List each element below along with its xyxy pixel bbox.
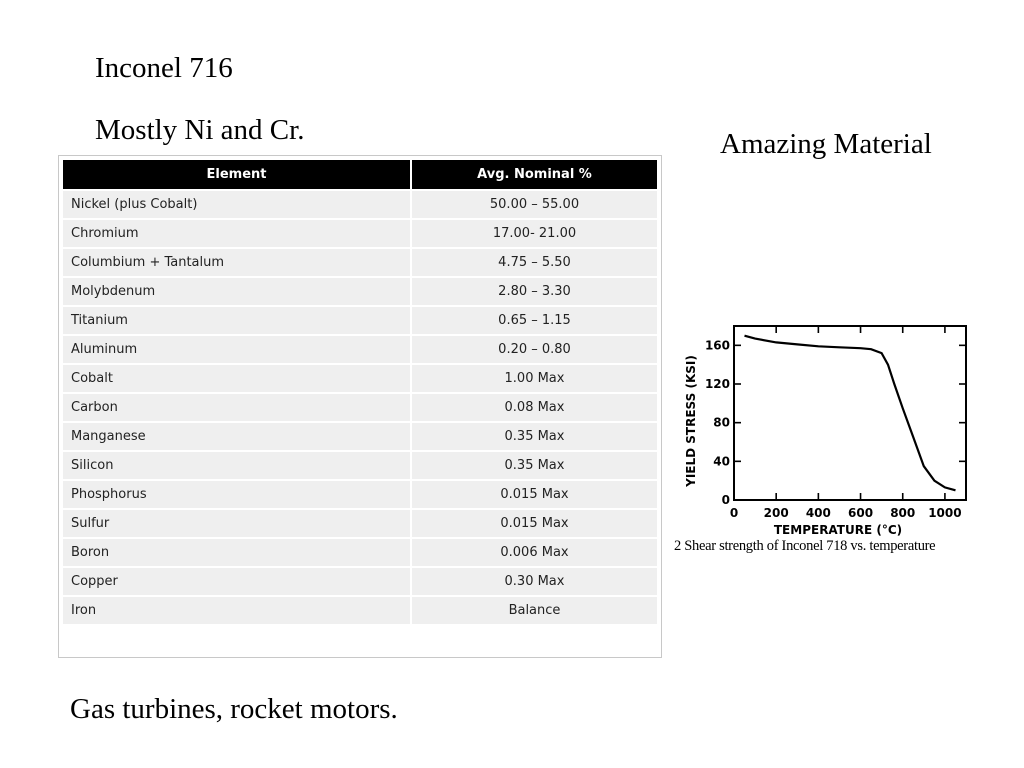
- header-element: Element: [63, 160, 410, 189]
- nominal-percent-cell: Balance: [412, 597, 657, 624]
- table-row: [63, 365, 657, 392]
- nominal-percent-cell: 50.00 – 55.00: [412, 191, 657, 218]
- x-axis-label: TEMPERATURE (°C): [773, 523, 903, 536]
- table-row: [63, 452, 657, 479]
- element-name-cell: Molybdenum: [63, 278, 410, 305]
- table-row: [63, 191, 657, 218]
- element-name-cell: Columbium + Tantalum: [63, 249, 410, 276]
- element-name-cell: Boron: [63, 539, 410, 566]
- series-line: [745, 336, 956, 491]
- table-row: [63, 278, 657, 305]
- y-tick-label: 80: [713, 415, 730, 430]
- y-tick-label: 160: [704, 338, 730, 353]
- nominal-percent-cell: 0.35 Max: [412, 452, 657, 479]
- slide-note: Amazing Material: [720, 128, 932, 160]
- element-name-cell: Phosphorus: [63, 481, 410, 508]
- plot-border: [734, 326, 966, 500]
- slide-title: Inconel 716: [95, 52, 233, 84]
- table-row: [63, 423, 657, 450]
- element-name-cell: Titanium: [63, 307, 410, 334]
- table-row: [63, 336, 657, 363]
- y-tick-label: 40: [713, 454, 730, 469]
- element-name-cell: Copper: [63, 568, 410, 595]
- nominal-percent-cell: 0.35 Max: [412, 423, 657, 450]
- chart-caption: 2 Shear strength of Inconel 718 vs. temperature: [674, 538, 936, 554]
- nominal-percent-cell: 0.015 Max: [412, 510, 657, 537]
- table-row: [63, 481, 657, 508]
- nominal-percent-cell: 0.20 – 0.80: [412, 336, 657, 363]
- element-name-cell: Cobalt: [63, 365, 410, 392]
- nominal-percent-cell: 17.00- 21.00: [412, 220, 657, 247]
- table-row: [63, 568, 657, 595]
- nominal-percent-cell: 0.015 Max: [412, 481, 657, 508]
- nominal-percent-cell: 2.80 – 3.30: [412, 278, 657, 305]
- table-row: [63, 249, 657, 276]
- table-row: [63, 539, 657, 566]
- element-name-cell: Carbon: [63, 394, 410, 421]
- element-name-cell: Iron: [63, 597, 410, 624]
- x-tick-label: 400: [805, 506, 831, 520]
- slide-subtitle: Mostly Ni and Cr.: [95, 114, 305, 146]
- chart-frame: [734, 326, 966, 500]
- x-tick-label: 1000: [928, 506, 962, 520]
- nominal-percent-cell: 0.30 Max: [412, 568, 657, 595]
- chart-tick-labels: [705, 338, 962, 520]
- table-header-row: [63, 160, 657, 189]
- nominal-percent-cell: 0.006 Max: [412, 539, 657, 566]
- header-nominal-percent: Avg. Nominal %: [412, 160, 657, 189]
- y-tick-label: 0: [721, 493, 730, 507]
- x-tick-label: 600: [848, 506, 874, 520]
- x-tick-label: 800: [890, 506, 916, 520]
- table-body: [63, 191, 657, 624]
- y-tick-label: 120: [704, 377, 730, 391]
- table-row: [63, 307, 657, 334]
- nominal-percent-cell: 0.65 – 1.15: [412, 307, 657, 334]
- nominal-percent-cell: 4.75 – 5.50: [412, 249, 657, 276]
- table-row: [63, 510, 657, 537]
- nominal-percent-cell: 0.08 Max: [412, 394, 657, 421]
- element-name-cell: Sulfur: [63, 510, 410, 537]
- chart-ticks: [734, 326, 966, 500]
- element-name-cell: Chromium: [63, 220, 410, 247]
- table-row: [63, 597, 657, 624]
- table-row: [63, 394, 657, 421]
- element-name-cell: Aluminum: [63, 336, 410, 363]
- element-name-cell: Nickel (plus Cobalt): [63, 191, 410, 218]
- composition-table: [58, 155, 662, 658]
- x-tick-label: 200: [763, 506, 789, 520]
- slide-footer: Gas turbines, rocket motors.: [70, 693, 398, 725]
- element-name-cell: Silicon: [63, 452, 410, 479]
- nominal-percent-cell: 1.00 Max: [412, 365, 657, 392]
- x-tick-label: 0: [729, 506, 739, 520]
- yield-stress-chart: [676, 318, 976, 536]
- element-name-cell: Manganese: [63, 423, 410, 450]
- table-row: [63, 220, 657, 247]
- y-axis-label: YIELD STRESS (KSI): [684, 355, 698, 487]
